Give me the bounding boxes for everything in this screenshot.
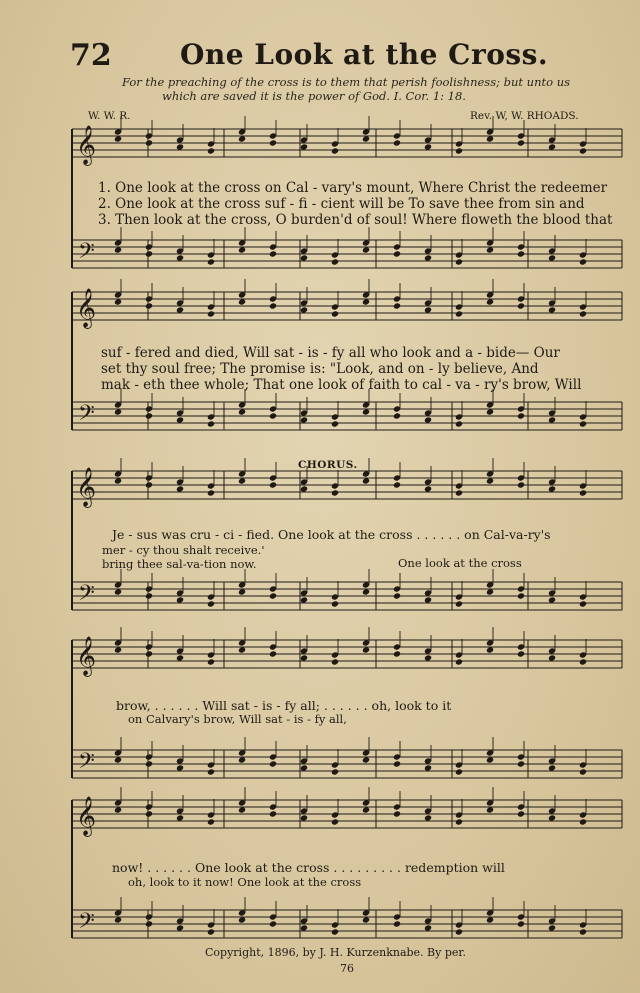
system-1-treble-note bbox=[486, 135, 494, 142]
system-1-treble-note bbox=[517, 139, 525, 146]
system-4-bass-note bbox=[114, 756, 122, 763]
system-1-treble-note bbox=[207, 147, 215, 154]
system-2-bass-note bbox=[331, 420, 339, 427]
system-5-treble-note bbox=[579, 818, 587, 825]
system-1-treble-note bbox=[548, 143, 556, 150]
chorus-line-5: on Calvary's brow, Will sat - is - fy all, bbox=[128, 712, 347, 726]
system-5-bass-note bbox=[579, 928, 587, 935]
system-4-bass-note bbox=[145, 760, 153, 767]
system-5-treble-note bbox=[176, 814, 184, 821]
system-3-bass-note bbox=[114, 588, 122, 595]
system-5-treble-note bbox=[238, 806, 246, 813]
system-4-bass-note bbox=[548, 764, 556, 771]
epigraph-line-1: For the preaching of the cross is to them that perish foolishness; but unto us bbox=[122, 75, 571, 89]
system-1-treble-note bbox=[269, 139, 277, 146]
system-3-treble-note bbox=[424, 485, 432, 492]
system-3-bass-note bbox=[548, 596, 556, 603]
system-5-treble-note bbox=[486, 806, 494, 813]
system-5-bass-note bbox=[176, 924, 184, 931]
system-2-treble-note bbox=[455, 310, 463, 317]
system-5-bass-note bbox=[455, 928, 463, 935]
system-3-treble-note bbox=[269, 481, 277, 488]
system-3-bass-clef-icon: 𝄢 bbox=[78, 581, 95, 611]
chorus-line-3: bring thee sal-va-tion now. bbox=[102, 557, 257, 571]
system-5-treble-note bbox=[331, 818, 339, 825]
hymn-number: 72 bbox=[70, 38, 112, 73]
system-1-treble-note bbox=[579, 147, 587, 154]
system-1-bass-note bbox=[300, 254, 308, 261]
system-3-treble-note bbox=[238, 477, 246, 484]
system-3-bass-note bbox=[207, 600, 215, 607]
system-2-treble-note bbox=[393, 302, 401, 309]
system-5-bass-note bbox=[114, 916, 122, 923]
system-1-bass-note bbox=[455, 258, 463, 265]
system-1-bass-note bbox=[269, 250, 277, 257]
system-5-treble-note bbox=[393, 810, 401, 817]
system-2-treble-note bbox=[114, 298, 122, 305]
system-1-bass-note bbox=[238, 246, 246, 253]
system-2-bass-clef-icon: 𝄢 bbox=[78, 401, 95, 431]
system-2-bass-note bbox=[145, 412, 153, 419]
system-4-treble-note bbox=[269, 650, 277, 657]
system-2-bass-note bbox=[486, 408, 494, 415]
system-4-bass-note bbox=[517, 760, 525, 767]
system-5-treble-note bbox=[300, 814, 308, 821]
system-5-bass-note bbox=[238, 916, 246, 923]
system-3-bass-note bbox=[579, 600, 587, 607]
system-3-treble-note bbox=[579, 489, 587, 496]
system-4-treble-note bbox=[145, 650, 153, 657]
chorus-line-1: Je - sus was cru - ci - fied. One look at the cross . . . . . . on Cal-va-ry's bbox=[112, 527, 551, 542]
system-5-bass-note bbox=[331, 928, 339, 935]
system-4-treble-note bbox=[424, 654, 432, 661]
verse-2-line-1: 2. One look at the cross suf - fi - cient will be To save thee from sin and bbox=[98, 196, 585, 212]
system-1-treble-note bbox=[145, 139, 153, 146]
system-5-treble-note bbox=[517, 810, 525, 817]
chorus-bass-text: One look at the cross bbox=[398, 556, 522, 570]
system-4-treble-note bbox=[362, 646, 370, 653]
chorus-label: CHORUS. bbox=[298, 459, 358, 471]
system-3-treble-note bbox=[207, 489, 215, 496]
system-4-treble-note bbox=[176, 654, 184, 661]
system-4-bass-note bbox=[300, 764, 308, 771]
system-4-bass-note bbox=[362, 756, 370, 763]
system-3-treble-note bbox=[362, 477, 370, 484]
system-5-bass-note bbox=[362, 916, 370, 923]
system-1-treble-note bbox=[238, 135, 246, 142]
system-4-bass-clef-icon: 𝄢 bbox=[78, 749, 95, 779]
system-1-bass-note bbox=[176, 254, 184, 261]
system-1-treble-note bbox=[300, 143, 308, 150]
hymn-title: One Look at the Cross. bbox=[180, 38, 549, 71]
composer-credit: Rev. W, W. RHOADS. bbox=[470, 110, 579, 122]
system-5-treble-note bbox=[114, 806, 122, 813]
system-1-bass-note bbox=[114, 246, 122, 253]
page-number: 76 bbox=[340, 962, 354, 975]
system-4-bass-note bbox=[238, 756, 246, 763]
system-3-bass-note bbox=[176, 596, 184, 603]
epigraph-line-2: which are saved it is the power of God. I. Cor. 1: 18. bbox=[162, 89, 466, 103]
system-5-treble-note bbox=[455, 818, 463, 825]
system-3-treble-note bbox=[486, 477, 494, 484]
system-4-treble-note bbox=[393, 650, 401, 657]
system-3-bass-note bbox=[300, 596, 308, 603]
system-2-treble-note bbox=[300, 306, 308, 313]
system-2-treble-note bbox=[362, 298, 370, 305]
system-5-treble-note bbox=[207, 818, 215, 825]
system-2-treble-note bbox=[207, 310, 215, 317]
system-2-bass-note bbox=[455, 420, 463, 427]
system-4-bass-note bbox=[269, 760, 277, 767]
system-5-bass-note bbox=[517, 920, 525, 927]
system-5-treble-note bbox=[424, 814, 432, 821]
verse-2-line-2: set thy soul free; The promise is: "Look, and on - ly believe, And bbox=[101, 361, 539, 377]
system-5-bass-note bbox=[486, 916, 494, 923]
system-3-treble-note bbox=[114, 477, 122, 484]
system-1-bass-note bbox=[424, 254, 432, 261]
system-2-treble-note bbox=[579, 310, 587, 317]
system-3-bass-note bbox=[269, 592, 277, 599]
system-2-treble-note bbox=[331, 310, 339, 317]
system-5-bass-note bbox=[424, 924, 432, 931]
system-5-treble-note bbox=[548, 814, 556, 821]
system-3-bass-note bbox=[424, 596, 432, 603]
chorus-line-2: mer - cy thou shalt receive.' bbox=[102, 543, 265, 557]
system-3-bass-note bbox=[517, 592, 525, 599]
system-2-treble-note bbox=[486, 298, 494, 305]
copyright-notice: Copyright, 1896, by J. H. Kurzenknabe. By per. bbox=[205, 946, 466, 959]
system-3-treble-clef-icon: 𝄞 bbox=[76, 467, 97, 507]
system-1-treble-note bbox=[362, 135, 370, 142]
system-1-treble-note bbox=[424, 143, 432, 150]
system-3-treble-note bbox=[517, 481, 525, 488]
system-4-bass-note bbox=[424, 764, 432, 771]
system-4-treble-note bbox=[455, 658, 463, 665]
system-3-treble-note bbox=[176, 485, 184, 492]
system-2-bass-note bbox=[548, 416, 556, 423]
system-2-bass-note bbox=[300, 416, 308, 423]
chorus-line-7: oh, look to it now! One look at the cross bbox=[128, 875, 362, 889]
system-4-bass-note bbox=[486, 756, 494, 763]
system-2-treble-note bbox=[176, 306, 184, 313]
system-4-treble-note bbox=[486, 646, 494, 653]
system-5-bass-note bbox=[269, 920, 277, 927]
verse-1-line-1: 1. One look at the cross on Cal - vary's mount, Where Christ the redeemer bbox=[98, 180, 608, 196]
system-5-bass-note bbox=[145, 920, 153, 927]
system-5-treble-note bbox=[269, 810, 277, 817]
system-1-bass-note bbox=[145, 250, 153, 257]
system-1-bass-note bbox=[207, 258, 215, 265]
system-5-treble-note bbox=[362, 806, 370, 813]
system-1-bass-note bbox=[331, 258, 339, 265]
system-5-treble-clef-icon: 𝄞 bbox=[76, 796, 97, 836]
system-3-treble-note bbox=[331, 489, 339, 496]
verse-3-line-1: 3. Then look at the cross, O burden'd of soul! Where floweth the blood that bbox=[98, 212, 613, 228]
system-4-bass-note bbox=[331, 768, 339, 775]
lyricist-credit: W. W. R. bbox=[88, 110, 131, 122]
system-4-treble-note bbox=[579, 658, 587, 665]
verse-1-line-2: suf - fered and died, Will sat - is - fy all who look and a - bide— Our bbox=[101, 345, 560, 361]
system-2-bass-note bbox=[207, 420, 215, 427]
system-1-bass-clef-icon: 𝄢 bbox=[78, 239, 95, 269]
system-1-bass-note bbox=[486, 246, 494, 253]
system-3-treble-note bbox=[455, 489, 463, 496]
system-5-bass-note bbox=[393, 920, 401, 927]
system-3-treble-note bbox=[393, 481, 401, 488]
system-4-bass-note bbox=[579, 768, 587, 775]
system-4-treble-clef-icon: 𝄞 bbox=[76, 636, 97, 676]
system-1-treble-note bbox=[176, 143, 184, 150]
system-4-bass-note bbox=[455, 768, 463, 775]
system-4-treble-note bbox=[114, 646, 122, 653]
system-3-bass-note bbox=[238, 588, 246, 595]
system-5-bass-note bbox=[207, 928, 215, 935]
chorus-line-4: brow, . . . . . . Will sat - is - fy all; . . . . . . oh, look to it bbox=[116, 698, 452, 713]
system-2-bass-note bbox=[517, 412, 525, 419]
system-3-bass-note bbox=[393, 592, 401, 599]
system-5-bass-clef-icon: 𝄢 bbox=[78, 909, 95, 939]
system-1-treble-clef-icon: 𝄞 bbox=[76, 125, 97, 165]
system-2-bass-note bbox=[393, 412, 401, 419]
system-5-treble-note bbox=[145, 810, 153, 817]
system-2-treble-clef-icon: 𝄞 bbox=[76, 288, 97, 328]
system-2-bass-note bbox=[238, 408, 246, 415]
system-3-treble-note bbox=[300, 485, 308, 492]
system-3-bass-note bbox=[331, 600, 339, 607]
system-1-bass-note bbox=[548, 254, 556, 261]
system-2-bass-note bbox=[579, 420, 587, 427]
system-2-bass-note bbox=[424, 416, 432, 423]
system-1-bass-note bbox=[393, 250, 401, 257]
system-2-treble-note bbox=[238, 298, 246, 305]
system-2-treble-note bbox=[145, 302, 153, 309]
system-2-bass-note bbox=[114, 408, 122, 415]
system-1-bass-note bbox=[362, 246, 370, 253]
system-4-bass-note bbox=[176, 764, 184, 771]
system-3-treble-note bbox=[548, 485, 556, 492]
system-1-treble-note bbox=[114, 135, 122, 142]
system-4-treble-note bbox=[548, 654, 556, 661]
system-3-bass-note bbox=[455, 600, 463, 607]
system-1-treble-note bbox=[455, 147, 463, 154]
chorus-line-6: now! . . . . . . One look at the cross . . . . . . . . . redemption will bbox=[112, 860, 505, 875]
system-2-treble-note bbox=[424, 306, 432, 313]
system-1-bass-note bbox=[517, 250, 525, 257]
system-4-bass-note bbox=[393, 760, 401, 767]
system-1-treble-note bbox=[331, 147, 339, 154]
system-2-bass-note bbox=[362, 408, 370, 415]
system-1-treble-note bbox=[393, 139, 401, 146]
system-2-treble-note bbox=[548, 306, 556, 313]
system-5-bass-note bbox=[548, 924, 556, 931]
verse-3-line-2: mak - eth thee whole; That one look of faith to cal - va - ry's brow, Will bbox=[101, 377, 582, 393]
system-4-treble-note bbox=[238, 646, 246, 653]
system-3-bass-note bbox=[362, 588, 370, 595]
system-4-treble-note bbox=[300, 654, 308, 661]
system-2-bass-note bbox=[269, 412, 277, 419]
system-3-bass-note bbox=[486, 588, 494, 595]
system-2-treble-note bbox=[517, 302, 525, 309]
system-4-bass-note bbox=[207, 768, 215, 775]
system-4-treble-note bbox=[517, 650, 525, 657]
system-2-bass-note bbox=[176, 416, 184, 423]
system-4-treble-note bbox=[331, 658, 339, 665]
system-1-bass-note bbox=[579, 258, 587, 265]
system-5-bass-note bbox=[300, 924, 308, 931]
system-3-bass-note bbox=[145, 592, 153, 599]
system-3-treble-note bbox=[145, 481, 153, 488]
system-4-treble-note bbox=[207, 658, 215, 665]
system-2-treble-note bbox=[269, 302, 277, 309]
